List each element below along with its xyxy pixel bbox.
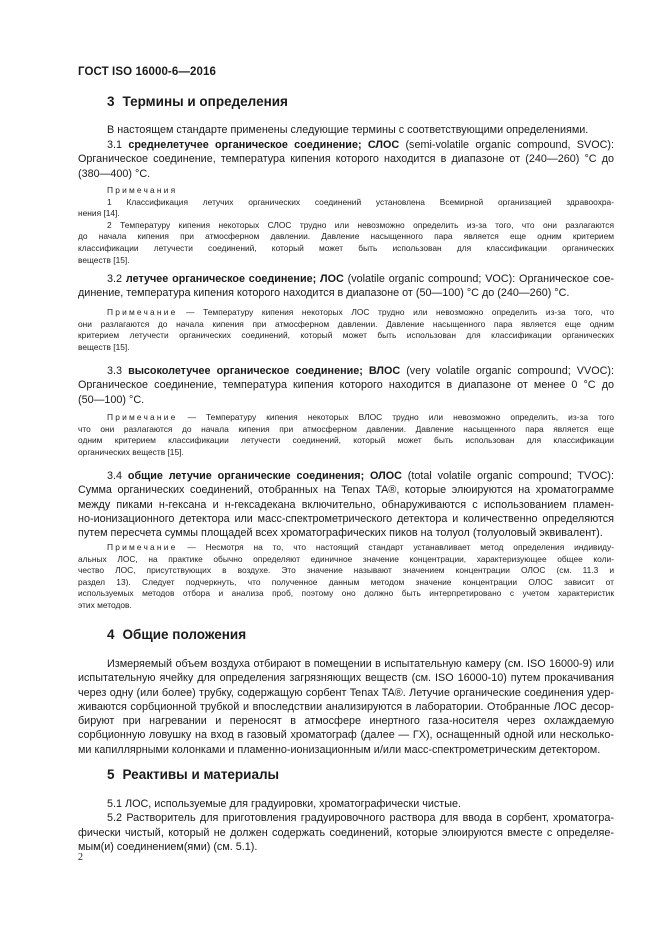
term-3-3-name: высоколетучее органическое соединение; ВЛОС <box>128 365 401 377</box>
note-line: до начала кипения при атмосферном давлении. Давление насыщенного пара является еще одним критерием <box>78 231 614 242</box>
term-3-1-line: (380—400) °С. <box>78 167 151 180</box>
notes-label: Примечания <box>107 185 178 195</box>
note-line: они разлагаются до начала кипения при атмосферном давлении. Давление насыщенного пара является еще одним <box>78 318 614 329</box>
note-line: этих методов. <box>78 599 132 610</box>
section-3-heading <box>107 94 288 109</box>
section-3-number: 3 <box>107 94 115 109</box>
section-4-line: Измеряемый объем воздуха отбирают в помещении в испытательную камеру (см. ISO 16000-9) или <box>107 658 614 670</box>
section-4-line: ми капиллярными колонками и пламенно-ионизационным и/или масс-спектрометрическим детектором. <box>78 743 601 756</box>
section-4-body <box>78 657 614 757</box>
term-3-3 <box>78 364 614 407</box>
note-line: — Температуру кипения некоторых ВЛОС трудно или невозможно определить, из-за того <box>177 412 614 422</box>
note-line: раздел 13). Следует подчеркнуть, что полученное данным методом значение концентрации ОЛОС зависит от <box>78 576 614 587</box>
section-5-line: 5.1 ЛОС, используемые для градуировки, хроматографически чистые. <box>107 798 462 810</box>
term-3-4-line: но-ионизационного детектора или масс-спектрометрического детектора и количественно определяются <box>78 512 614 525</box>
note-line: веществ [15]. <box>78 341 130 352</box>
note-line: классификации летучести соединений, который может быть использован для классификации органических <box>78 242 614 253</box>
document-header-id: ГОСТ ISO 16000-6—2016 <box>78 66 216 78</box>
term-3-1-english: (semi-volatile organic compound, SVOC): <box>399 139 614 151</box>
note-line: альных ЛОС, на практике обычно определяют единичное значение концентрации, характеризующее общее коли- <box>78 553 614 564</box>
section-3-title: Термины и определения <box>122 94 288 109</box>
section-4-line: живаются сорбционной трубкой и впоследствии анализируются в лаборатории. Отобранные ЛОС десор- <box>78 700 614 713</box>
term-3-4 <box>78 469 614 540</box>
section-4-line: сорбционную ловушку на вход в газовый хроматограф (далее — ГХ), оснащенный одной или несколько- <box>78 729 614 742</box>
term-3-1-name: среднелетучее органическое соединение; СЛОС <box>128 139 400 151</box>
note-label: Примечание <box>107 542 178 552</box>
term-3-4-line: путем пересчета суммы площадей всех хроматографических пиков на толуол (толуоловый эквивалент). <box>78 527 603 540</box>
notes-3-1 <box>78 185 614 266</box>
note-line: — Несмотря на то, что настоящий стандарт устанавливает метод определения индивиду- <box>177 542 614 552</box>
note-line: — Температуру кипения некоторых ЛОС трудно или невозможно определить из-за того, что <box>177 307 614 317</box>
term-3-2-number: 3.2 <box>107 273 126 285</box>
section-5-title: Реактивы и материалы <box>122 767 280 782</box>
note-line: что они разлагаются до начала кипения при атмосферном давлении. Давление насыщенного пара является еще <box>78 423 614 434</box>
term-3-1-line: Органическое соединение, температура кипения которого находится в диапазоне от (240—260) °С до <box>78 153 614 166</box>
term-3-2-line: динение, температура кипения которого находится в диапазоне от (50—100) °С до (240—260) °С. <box>78 287 570 300</box>
section-5-heading <box>107 767 279 782</box>
term-3-3-number: 3.3 <box>107 365 129 377</box>
section-5-body <box>78 797 614 854</box>
page-number: 2 <box>78 852 83 863</box>
note-line: 1 Классификация летучих органических соединений установлена Всемирной организацией здравоохра- <box>107 196 614 207</box>
term-3-2-english: (volatile organic compound; VOC): Органическое сое- <box>343 273 615 285</box>
term-3-4-name: общие летучие органические соединения; ОЛОС <box>127 470 402 482</box>
section-4-title: Общие положения <box>122 627 247 642</box>
note-3-4 <box>78 542 614 612</box>
section-5-number: 5 <box>107 767 115 782</box>
note-3-3 <box>78 412 614 458</box>
term-3-3-line: (50—100) °С. <box>78 393 145 406</box>
section-4-number: 4 <box>107 627 115 642</box>
note-3-2 <box>78 307 614 353</box>
term-3-3-line: Органическое соединение, температура кипения которого находится в диапазоне от менее 0 °С до <box>78 379 614 392</box>
note-line: используемых методов отбора и анализа проб, поэтому оно должно быть интерпретировано с учетом характеристик <box>78 588 614 599</box>
term-3-2-name: летучее органическое соединение; ЛОС <box>125 273 344 285</box>
note-line: одним критерием классификации летучести соединений, который может быть использован для классификации <box>78 435 614 446</box>
note-label: Примечание <box>107 412 178 422</box>
note-line: критерием летучести органических соединений, который может быть использован для классификации органических <box>78 330 614 341</box>
section-4-heading <box>107 627 246 642</box>
section-4-line: бируют при нагревании и переносят в атмосфере инертного газа-носителя через охлаждаемую <box>78 715 614 728</box>
note-line: веществ [15]. <box>78 254 130 265</box>
section-5-line: фически чистый, который не должен содержать соединений, которые элюируются вместе с определяе- <box>78 826 614 839</box>
note-line: 2 Температуру кипения некоторых СЛОС трудно или невозможно определить из-за того, что они разлагаются <box>107 219 614 230</box>
note-line: чество ЛОС, присутствующих в воздухе. Это значение называют значением концентрации ОЛОС (см. 11.3 и <box>78 565 614 576</box>
term-3-3-english: (very volatile organic compound; VVOC): <box>400 365 614 377</box>
section-5-line: мым(и) соединением(ями) (см. 5.1). <box>78 840 258 853</box>
section-4-line: испытательную ячейку для определения загрязняющих веществ (см. ISO 16000-10) путем прокачивания <box>78 672 614 685</box>
term-3-1-number: 3.1 <box>107 139 129 151</box>
term-3-1 <box>78 138 614 181</box>
term-3-4-line: между пиками н-гексана и н-гексадекана включительно, обнаруживаются с использованием пламен- <box>78 498 614 511</box>
term-3-4-number: 3.4 <box>107 470 128 482</box>
section-4-line: через одну (или более) трубку, содержащую сорбент Tenax TA®. Летучие органические соединения удер- <box>78 686 614 699</box>
note-label: Примечание <box>107 307 178 317</box>
section-5-line: 5.2 Растворитель для приготовления градуировочного раствора для ввода в сорбент, хроматогра- <box>107 812 614 825</box>
section-3-intro <box>78 123 614 137</box>
note-line: нения [14]. <box>78 208 120 219</box>
term-3-2 <box>78 272 614 301</box>
term-3-4-english: (total volatile organic compound; TVOC): <box>401 470 614 482</box>
intro-line: В настоящем стандарте применены следующие термины с соответствующими определениями. <box>107 124 589 136</box>
term-3-4-line: Сумма органических соединений, отобранных на Tenax TA®, которые элюируются на хроматограмме <box>78 484 614 497</box>
note-line: органических веществ [15]. <box>78 446 184 457</box>
